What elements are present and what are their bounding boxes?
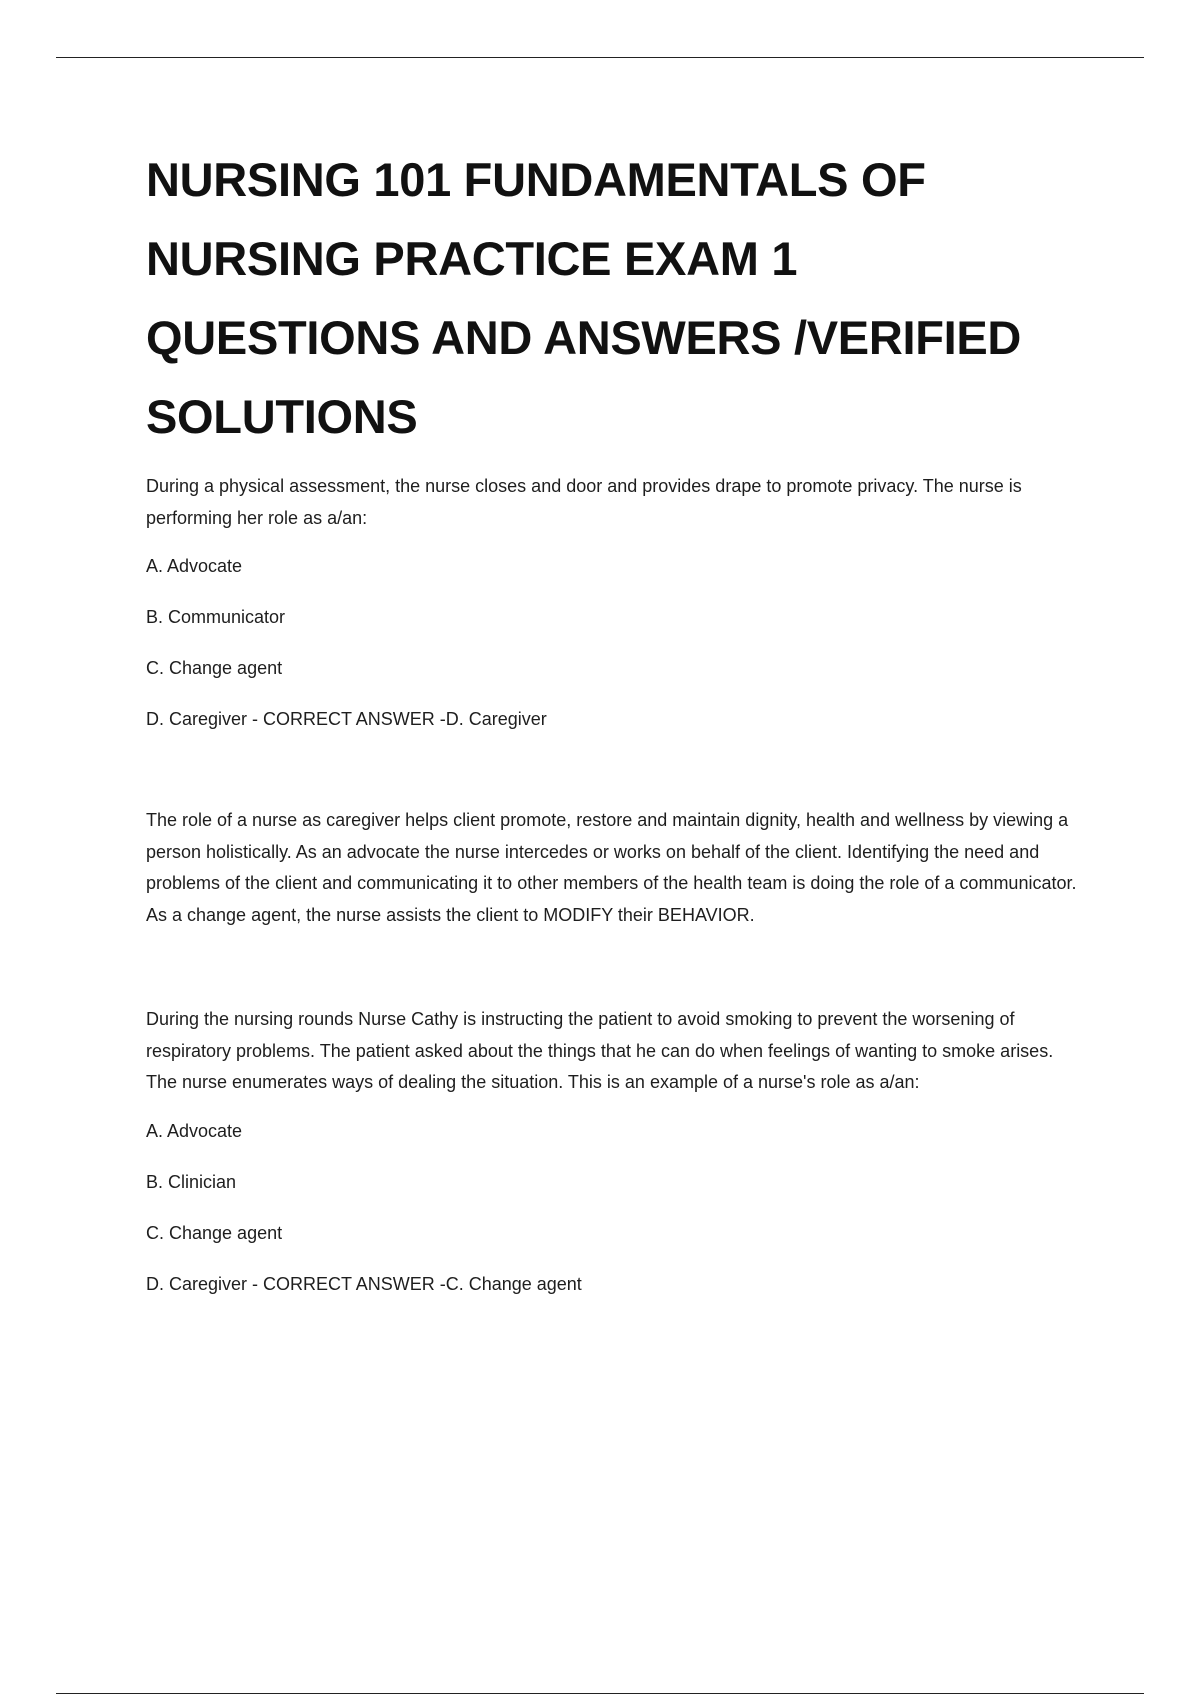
title-line: NURSING PRACTICE EXAM 1 <box>146 232 798 285</box>
title-line: SOLUTIONS <box>146 390 418 443</box>
question-text: During a physical assessment, the nurse closes and door and provides drape to promote privacy. The nurse is performing her role as a/an: <box>146 476 1022 528</box>
header-rule <box>56 57 1144 58</box>
question-text: During the nursing rounds Nurse Cathy is instructing the patient to avoid smoking to prevent the worsening of respiratory problems. The patient asked about the things that he can do when feelings of wanting to smoke arises. The nurse enumerates ways of dealing the situation. This is an example of a nurse's role as a/an: <box>146 1009 1054 1092</box>
footer-rule <box>56 1693 1144 1694</box>
answer-explanation: The role of a nurse as caregiver helps client promote, restore and maintain dignity, health and wellness by viewing a person holistically. As an advocate the nurse intercedes or works on behalf of the client. Identifying the need and problems of the client and communicating it to other members of the health team is doing the role of a communicator. As a change agent, the nurse assists the client to MODIFY their BEHAVIOR. <box>146 810 1077 925</box>
question-block-2 <box>146 1004 1086 1297</box>
title-line: NURSING 101 FUNDAMENTALS OF <box>146 153 926 206</box>
question-block-1 <box>146 470 1086 931</box>
document-title <box>146 140 1086 456</box>
title-line: QUESTIONS AND ANSWERS /VERIFIED <box>146 311 1022 364</box>
answer-option-a: A. Advocate <box>146 556 243 576</box>
answer-option-c: C. Change agent <box>146 1222 283 1243</box>
answer-option-b: B. Clinician <box>146 1171 237 1192</box>
answer-option-c: C. Change agent <box>146 658 283 678</box>
answer-option-a: A. Advocate <box>146 1120 243 1141</box>
answer-option-d-correct: D. Caregiver - CORRECT ANSWER -D. Caregiver <box>146 709 547 729</box>
answer-option-d-correct: D. Caregiver - CORRECT ANSWER -C. Change agent <box>146 1273 582 1294</box>
answer-option-b: B. Communicator <box>146 607 286 627</box>
document-page <box>146 140 1086 1297</box>
